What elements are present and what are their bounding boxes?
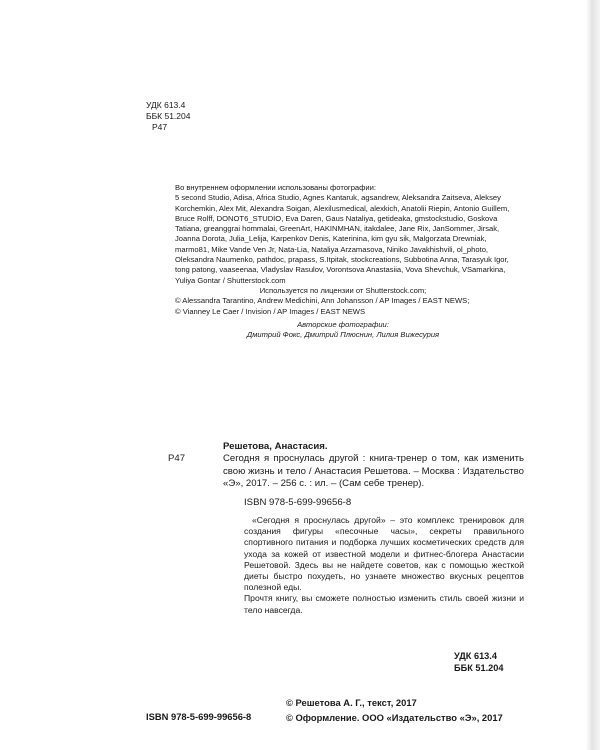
cutter-code: Р47 (152, 122, 168, 132)
annotation-paragraph-2: Прочтя книгу, вы сможете полностью изменить стиль своей жизни и тело навсегда. (244, 593, 524, 615)
photo-credits (175, 183, 511, 317)
annotation-paragraph-1: «Сегодня я проснулась другой» – это комплекс тренировок для создания фигуры «песочные часы», секреты правильного спортивного питания и подборка лучших косметических средств для ухода за кожей от известной модели и фитнес-блогера Анастасии Решетовой. Здесь вы не найдете советов, как с помощью жесткой диеты быстро похудеть, но узнаете множество вкусных рецептов полезной еды. (244, 515, 524, 593)
author-photos (175, 320, 511, 341)
copyright-block (286, 696, 503, 725)
bottom-isbn: ISBN 978-5-699-99656-8 (146, 711, 252, 722)
bbk-code: ББК 51.204 (146, 111, 191, 121)
copyright-text: © Решетова А. Г., текст, 2017 (286, 697, 417, 708)
photo-credits-heading: Во внутреннем оформлении использованы фотографии: (175, 183, 376, 192)
author-photos-heading: Авторские фотографии: (297, 320, 389, 329)
bottom-udk: УДК 613.4 (454, 651, 497, 661)
bottom-classification (454, 651, 503, 675)
record-entry: Сегодня я проснулась другой : книга-тренер о том, как изменить свою жизнь и тело / Анастасия Решетова. – Москва : Издательство «Э», 2017. – 256 с. : ил. – (Сам себе тренер). (223, 453, 524, 490)
photo-credits-list: 5 second Studio, Adisa, Africa Studio, Agnes Kantaruk, agsandrew, Aleksandra Zaitseva, Aleksey Korchemkin, Alex Mit, Alexandra Soigan, Alexilusmedical, alexkich, Anatolii Riepin, Antonio Guillem, Bruce Rolff, DONOT6_STUDIO, Eva Daren, Gaus Nataliya, getideaka, gmstockstudio, Goskova Tatiana, greanggrai hommalai, GreenArt, HAKINMHAN, itakdalee, Jane Rix, JanSommer, Jirsak, Joanna Dorota, Julia_Lelija, Karpenkov Denis, Katerinina, kim gyu sik, Malgorzata Drewniak, marmo81, Mike Vande Ven Jr, Nata-Lia, Nataliya Arzamasova, Niniko Javakhishvili, ol_photo, Oleksandra Naumenko, pathdoc, prapass, S.Itpitak, stockcreations, Subbotina Anna, Tarasyuk Igor, tong patong, vaaseenaa, Vladyslav Rasulov, Vorontsova Anastasiia, Vova Shevchuk, VSamarkina, Yuliya Gontar / Shutterstock.com (175, 193, 510, 285)
record-isbn: ISBN 978-5-699-99656-8 (244, 496, 352, 508)
record-code: Р47 (168, 453, 186, 465)
ap-credit-1: © Alessandra Tarantino, Andrew Medichini, Ann Johansson / AP Images / EAST NEWS; (175, 296, 470, 306)
udk-code: УДК 613.4 (146, 100, 186, 110)
copyright-design: © Оформление. ООО «Издательство «Э», 2017 (286, 711, 503, 723)
classification-block (146, 100, 190, 133)
ap-credit-2: © Vianney Le Caer / Invision / AP Images / EAST NEWS (175, 306, 366, 316)
license-line: Используется по лицензии от Shutterstock.com; (259, 285, 427, 295)
page-edge-shadow (586, 0, 600, 750)
record-author: Решетова, Анастасия. (223, 441, 328, 452)
record-annotation (244, 515, 524, 616)
author-photos-names: Дмитрий Фокс, Дмитрий Плюснин, Лилия Вижесурия (246, 330, 440, 340)
bottom-bbk: ББК 51.204 (454, 662, 504, 673)
bibliographic-record (168, 441, 524, 616)
